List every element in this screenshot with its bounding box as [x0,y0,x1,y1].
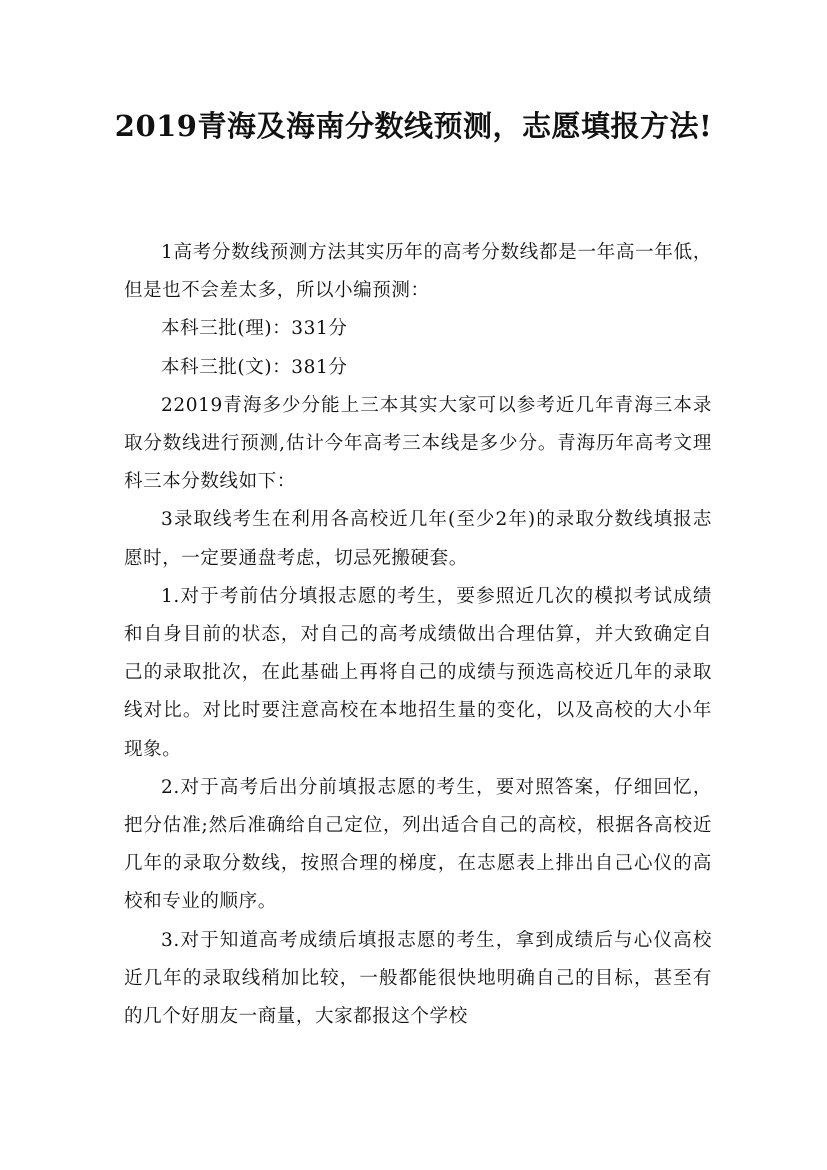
paragraph-admission-line: 3录取线考生在利用各高校近几年(至少2年)的录取分数线填报志愿时，一定要通盘考虑，切忌死搬硬套。 [124,509,712,569]
paragraph-qinghai-third-tier: 22019青海多少分能上三本其实大家可以参考近几年青海三本录取分数线进行预测,估计今年高考三本线是多少分。青海历年高考文理科三本分数线如下： [124,394,712,493]
paragraph-forecast-method: 1高考分数线预测方法其实历年的高考分数线都是一年高一年低，但是也不会差太多，所以小编预测： [124,242,712,302]
paragraph-after-exam: 2.对于高考后出分前填报志愿的考生，要对照答案，仔细回忆，把分估准;然后准确给自己定位，列出适合自己的高校，根据各高校近几年的录取分数线，按照合理的梯度，在志愿表上排出自己心仪的高校和专业的顺序。 [124,776,712,913]
paragraph-score-arts: 本科三批(文)：381分 [161,356,348,378]
document-title: 2019青海及海南分数线预测，志愿填报方法! [114,109,713,143]
document-body [124,234,712,1036]
paragraph-after-results: 3.对于知道高考成绩后填报志愿的考生，拿到成绩后与心仪高校近几年的录取线稍加比较，一般都能很快地明确自己的目标，甚至有的几个好朋友一商量，大家都报这个学校 [124,929,712,1028]
paragraph-before-exam: 1.对于考前估分填报志愿的考生，要参照近几次的模拟考试成绩和自身目前的状态，对自己的高考成绩做出合理估算，并大致确定自己的录取批次，在此基础上再将自己的成绩与预选高校近几年的录取线对比。对比时要注意高校在本地招生量的变化，以及高校的大小年现象。 [124,585,712,760]
paragraph-score-science: 本科三批(理)：331分 [161,318,348,340]
